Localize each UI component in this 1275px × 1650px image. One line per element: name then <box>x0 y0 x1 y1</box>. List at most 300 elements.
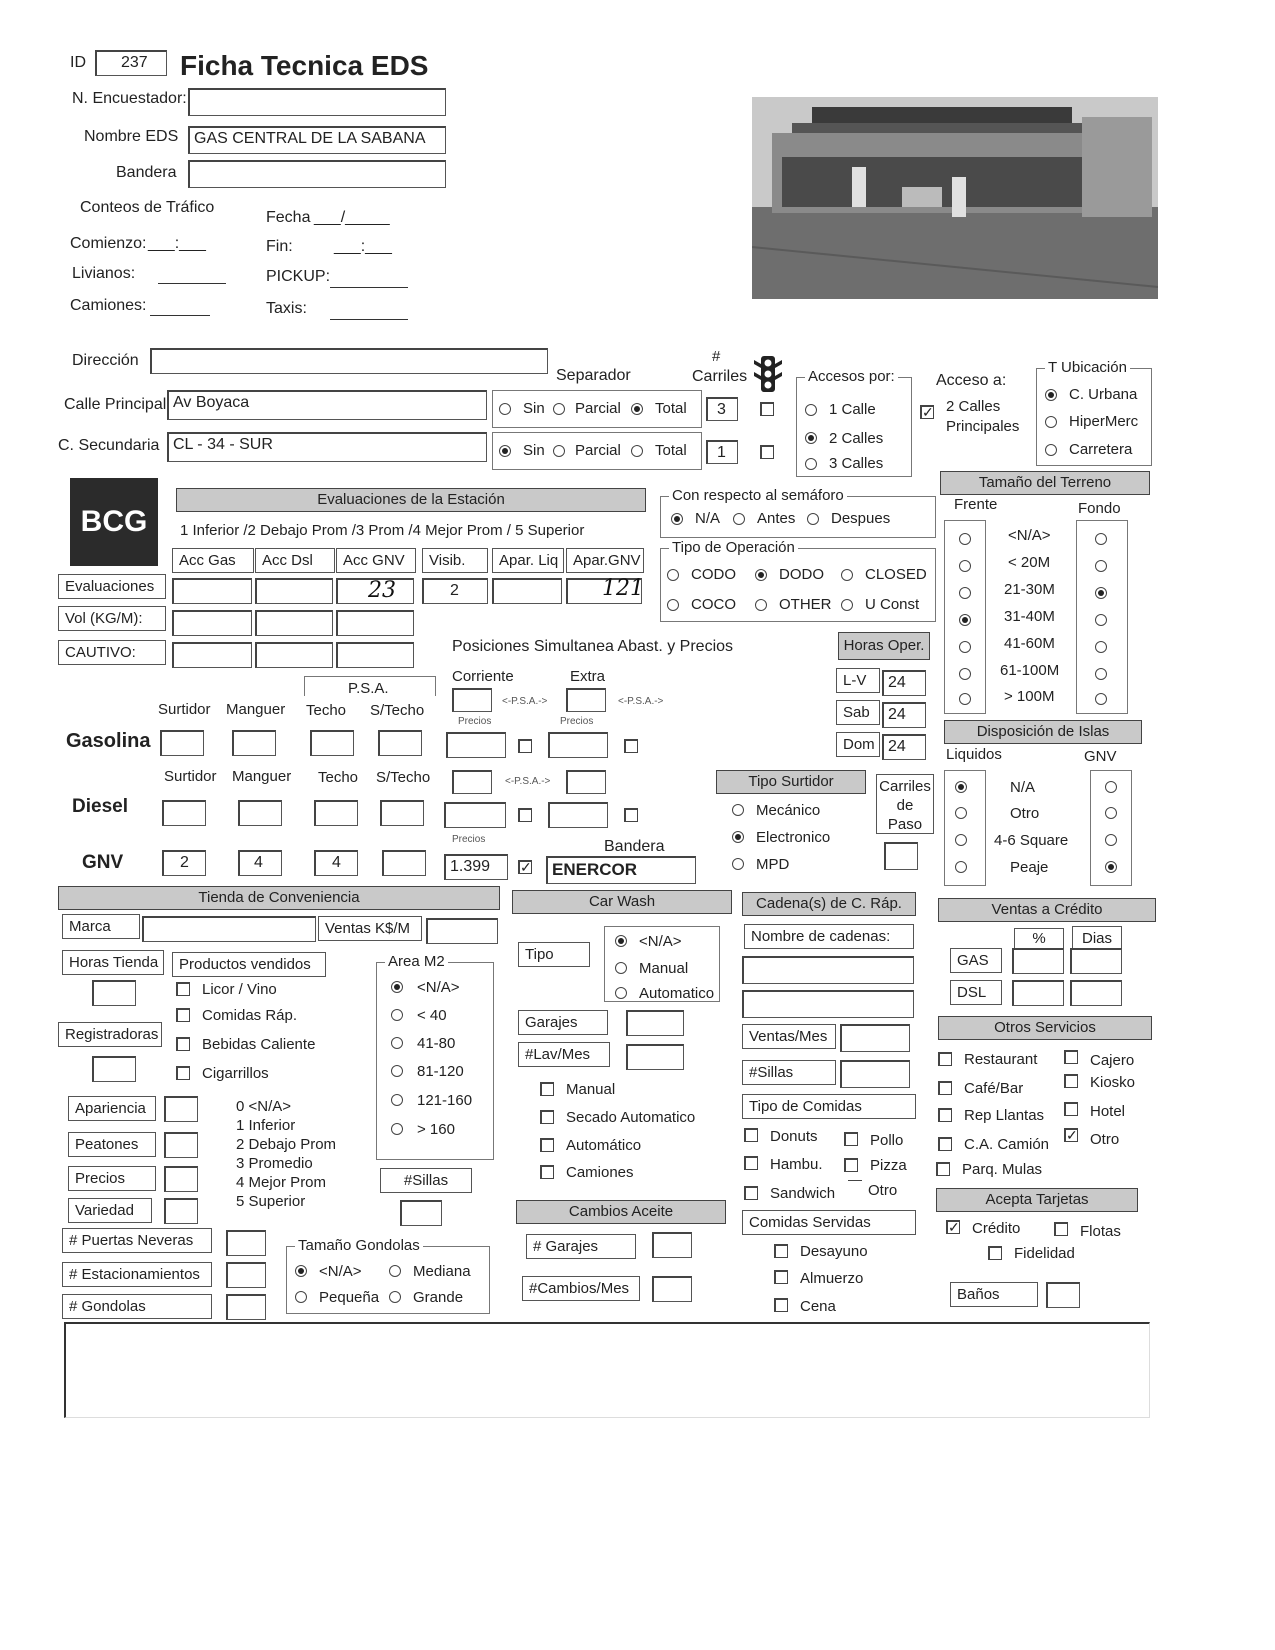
credito-dsl-label: DSL <box>950 980 1002 1005</box>
dsl-extra-precio[interactable] <box>548 802 608 828</box>
ubicacion-hipermerc-label: HiperMerc <box>1069 413 1139 430</box>
rating-peatones-field[interactable] <box>164 1132 198 1158</box>
traffic-title: Conteos de Tráfico <box>80 199 215 216</box>
gondolas-size-title: Tamaño Gondolas <box>295 1237 423 1254</box>
otros-header: Otros Servicios <box>938 1016 1152 1040</box>
gnv-precio-field[interactable]: 1.399 <box>444 854 508 880</box>
carwash-auto-radio[interactable] <box>615 987 627 999</box>
bandera-field[interactable] <box>188 160 446 188</box>
operacion-other-radio[interactable] <box>755 599 767 611</box>
aceite-cambios-field[interactable] <box>652 1276 692 1302</box>
carwash-garajes-field[interactable] <box>626 1010 684 1036</box>
islas-liq-otro-radio[interactable] <box>955 807 967 819</box>
cadena-ventas-field[interactable] <box>840 1024 910 1052</box>
station-photo-image <box>752 97 1158 299</box>
islas-liq-square-radio[interactable] <box>955 834 967 846</box>
fondo-41-60-radio[interactable] <box>1095 641 1107 653</box>
dsl-surtidor-field[interactable] <box>162 800 206 826</box>
carriles-hash: # <box>712 348 721 365</box>
frente-100-radio[interactable] <box>959 693 971 705</box>
frente-31-40-radio[interactable] <box>959 614 971 626</box>
prod-licor-checkbox[interactable] <box>176 982 190 996</box>
gas-extra-precio[interactable] <box>548 732 608 758</box>
semaforo-antes-label: Antes <box>757 510 796 527</box>
gnv-label: GNV <box>82 852 124 873</box>
cadena-servidas-label: Comidas Servidas <box>742 1210 916 1235</box>
id-label: ID <box>70 54 86 71</box>
psa-corriente-field[interactable] <box>452 688 492 712</box>
fondo-21-30-radio[interactable] <box>1095 587 1107 599</box>
operacion-uconst-label: U Const <box>865 596 920 613</box>
horas-sab-label: Sab <box>836 700 880 725</box>
carwash-lav-label: #Lav/Mes <box>518 1042 610 1067</box>
islas-gnv-na-radio[interactable] <box>1105 781 1117 793</box>
gondolas-mediana-radio[interactable] <box>389 1265 401 1277</box>
credito-dsl-dias[interactable] <box>1070 980 1122 1006</box>
eval-acc-dsl[interactable] <box>255 578 333 604</box>
comida-pizza-checkbox[interactable] <box>844 1158 858 1172</box>
operacion-codo-radio[interactable] <box>667 569 679 581</box>
horas-header: Horas Oper. <box>838 632 930 660</box>
carwash-tipo-opt-2: Automatico <box>639 985 715 1002</box>
otros-cajero-checkbox[interactable] <box>1064 1050 1078 1064</box>
pickup-label: PICKUP: <box>266 268 331 285</box>
diesel-label: Diesel <box>72 796 128 817</box>
area-81-120-radio[interactable] <box>391 1065 403 1077</box>
carwash-na-radio[interactable] <box>615 935 627 947</box>
tienda-sillas-field[interactable] <box>400 1200 442 1226</box>
cautivo-acc-gnv[interactable] <box>336 642 414 668</box>
cadena-nombre-field-1[interactable] <box>742 956 914 984</box>
horas-dom-field[interactable]: 24 <box>882 734 926 760</box>
semaforo-na-label: N/A <box>695 510 721 527</box>
comida-donuts-checkbox[interactable] <box>744 1128 758 1142</box>
tarjetas-flotas-label: Flotas <box>1080 1223 1121 1240</box>
sep-main-sin-label: Sin <box>523 400 545 417</box>
rating-precios-field[interactable] <box>164 1166 198 1192</box>
otros-otro-checkbox[interactable]: ✓ <box>1066 1127 1078 1143</box>
gas-stecho-field[interactable] <box>378 730 422 756</box>
aceite-cambios-label: #Cambios/Mes <box>522 1276 640 1301</box>
estacionamientos-field[interactable] <box>226 1262 266 1288</box>
dsl-psa-corriente[interactable] <box>452 770 492 794</box>
col-visib: Visib. <box>422 548 488 573</box>
comida-sandwich-label: Sandwich <box>770 1185 836 1202</box>
servida-desayuno-label: Desayuno <box>800 1243 868 1260</box>
operacion-uconst-radio[interactable] <box>841 599 853 611</box>
prod-comidas-checkbox[interactable] <box>176 1008 190 1022</box>
puertas-neveras-label: # Puertas Neveras <box>62 1228 212 1253</box>
gnv-bandera-label: Bandera <box>604 838 665 855</box>
eval-acc-gas[interactable] <box>172 578 252 604</box>
servida-almuerzo-checkbox[interactable] <box>774 1270 788 1284</box>
islas-gnv-square-radio[interactable] <box>1105 834 1117 846</box>
comida-otro-checkbox[interactable] <box>848 1180 862 1184</box>
tarjetas-credito-checkbox[interactable]: ✓ <box>948 1219 960 1235</box>
prod-bebidas-label: Bebidas Caliente <box>202 1036 316 1053</box>
area-na-radio[interactable] <box>391 981 403 993</box>
gas-corriente-checkbox[interactable] <box>518 739 532 753</box>
gondolas-label: # Gondolas <box>62 1294 212 1319</box>
tarjetas-fidelidad-checkbox[interactable] <box>988 1246 1002 1260</box>
dsl-manguer-label: Manguer <box>232 768 292 785</box>
otros-hotel-checkbox[interactable] <box>1064 1102 1078 1116</box>
terreno-opt-0: <N/A> <box>1008 527 1051 544</box>
operacion-closed-radio[interactable] <box>841 569 853 581</box>
gnv-surtidor-field[interactable]: 2 <box>162 850 206 876</box>
carwash-camiones-checkbox[interactable] <box>540 1165 554 1179</box>
row-evaluaciones: Evaluaciones <box>58 574 166 599</box>
gnv-stecho-field[interactable] <box>382 850 426 876</box>
surtidor-tipo-header: Tipo Surtidor <box>716 770 866 794</box>
banos-field[interactable] <box>1046 1282 1080 1308</box>
dsl-stecho-field[interactable] <box>380 800 424 826</box>
sep-main-parcial-radio[interactable] <box>553 403 565 415</box>
semaforo-title: Con respecto al semáforo <box>669 487 847 504</box>
pickup-line[interactable] <box>330 286 408 288</box>
registradoras-field[interactable] <box>92 1056 136 1082</box>
credito-dsl-pct[interactable] <box>1012 980 1064 1006</box>
gnv-precio-checkbox[interactable]: ✓ <box>520 859 532 875</box>
frente-61-100-radio[interactable] <box>959 668 971 680</box>
otros-left-2: Rep Llantas <box>964 1107 1045 1124</box>
evaluaciones-header: Evaluaciones de la Estación <box>176 488 646 512</box>
nombre-eds-label: Nombre EDS <box>84 128 179 145</box>
ubicacion-carretera-radio[interactable] <box>1045 444 1057 456</box>
ubicacion-urbana-radio[interactable] <box>1045 389 1057 401</box>
dsl-corriente-checkbox[interactable] <box>518 808 532 822</box>
ubicacion-hipermerc-radio[interactable] <box>1045 416 1057 428</box>
otros-left-4: Parq. Mulas <box>962 1161 1043 1178</box>
gnv-techo-field[interactable]: 4 <box>314 850 358 876</box>
fin-value[interactable]: ___:___ <box>334 238 392 255</box>
cautivo-acc-dsl[interactable] <box>255 642 333 668</box>
cadena-sillas-field[interactable] <box>840 1060 910 1088</box>
row-cautivo: CAUTIVO: <box>58 640 166 665</box>
otros-kiosko-checkbox[interactable] <box>1064 1074 1078 1088</box>
otros-cafe-checkbox[interactable] <box>938 1081 952 1095</box>
ubicacion-group <box>1036 359 1152 466</box>
frente-20-radio[interactable] <box>959 560 971 572</box>
id-field[interactable]: 237 <box>95 50 167 76</box>
rating-scale-4: 4 Mejor Prom <box>236 1174 327 1191</box>
psa-label: P.S.A. <box>348 680 389 697</box>
carwash-secado-checkbox[interactable] <box>540 1110 554 1124</box>
area-opt-2: 41-80 <box>417 1035 456 1052</box>
credito-gas-label: GAS <box>950 948 1002 973</box>
direccion-field[interactable] <box>150 348 548 374</box>
semaforo-na-radio[interactable] <box>671 513 683 525</box>
acceso-a-checkbox[interactable]: ✓ <box>922 404 934 420</box>
sep-sec-sin-radio[interactable] <box>499 445 511 457</box>
taxis-label: Taxis: <box>266 300 307 317</box>
eval-apar-gnv[interactable]: 121 <box>566 578 642 604</box>
accesos-3calles-radio[interactable] <box>805 458 817 470</box>
sep-main-sin-radio[interactable] <box>499 403 511 415</box>
area-opt-5: > 160 <box>417 1121 455 1138</box>
semaforo-despues-radio[interactable] <box>807 513 819 525</box>
sep-sec-total-radio[interactable] <box>631 445 643 457</box>
cadena-nombre-field-2[interactable] <box>742 990 914 1018</box>
operacion-codo-label: CODO <box>691 566 736 583</box>
prod-cigarrillos-checkbox[interactable] <box>176 1066 190 1080</box>
operacion-other-label: OTHER <box>779 596 832 613</box>
semaforo-sec-checkbox[interactable] <box>760 445 774 459</box>
separador-title: Separador <box>556 367 631 384</box>
carriles-paso-l2: de <box>896 797 914 814</box>
terreno-opt-6: > 100M <box>1004 688 1055 705</box>
comida-sandwich-checkbox[interactable] <box>744 1186 758 1200</box>
estacionamientos-label: # Estacionamientos <box>62 1262 212 1287</box>
gas-precios-2: Precios <box>560 716 594 727</box>
terreno-opt-3: 31-40M <box>1004 608 1055 625</box>
separador-sec-group <box>492 432 702 470</box>
dsl-techo-label: Techo <box>318 769 359 786</box>
sep-sec-parcial-label: Parcial <box>575 442 621 459</box>
vol-acc-gnv[interactable] <box>336 610 414 636</box>
carriles-main-field[interactable]: 3 <box>706 397 738 421</box>
semaforo-main-checkbox[interactable] <box>760 402 774 416</box>
calle-principal-label: Calle Principal <box>64 396 167 413</box>
area-40-radio[interactable] <box>391 1009 403 1021</box>
sep-sec-parcial-radio[interactable] <box>553 445 565 457</box>
tienda-horas-label: Horas Tienda <box>62 950 164 975</box>
area-121-160-radio[interactable] <box>391 1094 403 1106</box>
eval-apar-liq[interactable] <box>492 578 562 604</box>
tienda-ventas-field[interactable] <box>426 918 498 944</box>
area-41-80-radio[interactable] <box>391 1037 403 1049</box>
gas-corriente-precio[interactable] <box>446 732 506 758</box>
credito-gas-dias[interactable] <box>1070 948 1122 974</box>
otros-restaurant-checkbox[interactable] <box>938 1052 952 1066</box>
fondo-31-40-radio[interactable] <box>1095 614 1107 626</box>
calle-secundaria-label: C. Secundaria <box>58 437 160 454</box>
semaforo-antes-radio[interactable] <box>733 513 745 525</box>
gas-surtidor-label: Surtidor <box>158 701 211 718</box>
carwash-manual-radio[interactable] <box>615 962 627 974</box>
aceite-garajes-field[interactable] <box>652 1232 692 1258</box>
tienda-header: Tienda de Conveniencia <box>58 886 500 910</box>
servida-cena-checkbox[interactable] <box>774 1298 788 1312</box>
semaforo-despues-label: Despues <box>831 510 891 527</box>
otros-left-3: C.A. Camión <box>964 1136 1050 1153</box>
carriles-paso-field[interactable] <box>884 842 918 870</box>
gondolas-opt-3: Grande <box>413 1289 464 1306</box>
frente-41-60-radio[interactable] <box>959 641 971 653</box>
otros-mulas-checkbox[interactable] <box>936 1162 950 1176</box>
tarjetas-header: Acepta Tarjetas <box>936 1188 1138 1212</box>
frente-21-30-radio[interactable] <box>959 587 971 599</box>
nombre-eds-field[interactable]: GAS CENTRAL DE LA SABANA <box>188 126 446 154</box>
gas-manguer-label: Manguer <box>226 701 286 718</box>
rating-scale-3: 3 Promedio <box>236 1155 313 1172</box>
area-160-radio[interactable] <box>391 1123 403 1135</box>
calle-principal-field[interactable]: Av Boyaca <box>167 390 487 420</box>
cadena-sillas-label: #Sillas <box>742 1060 836 1085</box>
servida-desayuno-checkbox[interactable] <box>774 1244 788 1258</box>
puertas-neveras-field[interactable] <box>226 1230 266 1256</box>
fondo-20-radio[interactable] <box>1095 560 1107 572</box>
carriles-title: Carriles <box>692 368 748 385</box>
carwash-automatico-checkbox[interactable] <box>540 1138 554 1152</box>
gondolas-pequena-radio[interactable] <box>295 1291 307 1303</box>
frente-na-radio[interactable] <box>959 533 971 545</box>
livianos-line[interactable] <box>158 282 226 284</box>
islas-header: Disposición de Islas <box>944 720 1142 744</box>
surtidor-electronico-label: Electronico <box>756 829 831 846</box>
accesos-1calle-radio[interactable] <box>805 404 817 416</box>
direccion-label: Dirección <box>72 352 139 369</box>
vol-acc-gas[interactable] <box>172 610 252 636</box>
carriles-sec-field[interactable]: 1 <box>706 440 738 464</box>
dsl-psa-arrow: <-P.S.A.-> <box>505 776 551 787</box>
comienzo-value[interactable]: ___:___ <box>148 235 206 252</box>
credito-gas-pct[interactable] <box>1012 948 1064 974</box>
gondolas-na-radio[interactable] <box>295 1265 307 1277</box>
gas-techo-field[interactable] <box>310 730 354 756</box>
carwash-tipo-opt-1: Manual <box>639 960 689 977</box>
ubicacion-carretera-label: Carretera <box>1069 441 1133 458</box>
tienda-marca-field[interactable] <box>142 916 316 942</box>
bcg-logo: BCG <box>70 478 158 566</box>
carriles-paso-label <box>876 774 934 834</box>
prod-licor-label: Licor / Vino <box>202 981 277 998</box>
dsl-techo-field[interactable] <box>314 800 358 826</box>
fondo-100-radio[interactable] <box>1095 693 1107 705</box>
horas-lv-field[interactable]: 24 <box>882 670 926 696</box>
fondo-61-100-radio[interactable] <box>1095 668 1107 680</box>
ubicacion-title: T Ubicación <box>1045 359 1130 376</box>
cautivo-acc-gas[interactable] <box>172 642 252 668</box>
row-vol: Vol (KG/M): <box>58 606 166 631</box>
gnv-bandera-field[interactable]: ENERCOR <box>546 856 696 884</box>
gas-manguer-field[interactable] <box>232 730 276 756</box>
gondolas-opt-0: <N/A> <box>319 1263 362 1280</box>
col-acc-dsl: Acc Dsl <box>255 548 335 573</box>
islas-gnv-peaje-radio[interactable] <box>1105 861 1117 873</box>
dsl-psa-extra[interactable] <box>566 770 606 794</box>
surtidor-mpd-radio[interactable] <box>732 858 744 870</box>
carwash-garajes-label: Garajes <box>518 1010 608 1035</box>
gnv-manguer-field[interactable]: 4 <box>238 850 282 876</box>
accesos-2calles-radio[interactable] <box>805 432 817 444</box>
comida-hambu-label: Hambu. <box>770 1156 823 1173</box>
camiones-label: Camiones: <box>70 297 147 314</box>
comida-donuts-label: Donuts <box>770 1128 818 1145</box>
carwash-manual-checkbox[interactable] <box>540 1082 554 1096</box>
comida-pollo-checkbox[interactable] <box>844 1132 858 1146</box>
tarjetas-flotas-checkbox[interactable] <box>1054 1222 1068 1236</box>
surtidor-mecanico-label: Mecánico <box>756 802 821 819</box>
encuestador-field[interactable] <box>188 88 446 116</box>
fecha-value[interactable]: ___/_____ <box>314 209 390 226</box>
carwash-opt-0: Manual <box>566 1081 616 1098</box>
comienzo-label: Comienzo: <box>70 235 147 252</box>
dsl-surtidor-label: Surtidor <box>164 768 217 785</box>
tienda-horas-field[interactable] <box>92 980 136 1006</box>
camiones-line[interactable] <box>150 314 210 316</box>
islas-gnv-group <box>1090 770 1132 886</box>
operacion-closed-label: CLOSED <box>865 566 927 583</box>
rating-apariencia-field[interactable] <box>164 1096 198 1122</box>
separador-main-group <box>492 390 702 428</box>
gondolas-field[interactable] <box>226 1294 266 1320</box>
carriles-paso-l3: Paso <box>887 816 923 833</box>
otros-llantas-checkbox[interactable] <box>938 1108 952 1122</box>
surtidor-mpd-label: MPD <box>756 856 790 873</box>
islas-gnv-otro-radio[interactable] <box>1105 807 1117 819</box>
notes-area[interactable] <box>64 1322 1150 1418</box>
gas-extra-checkbox[interactable] <box>624 739 638 753</box>
dsl-corriente-precio[interactable] <box>444 802 506 828</box>
terreno-opt-1: < 20M <box>1008 554 1051 571</box>
prod-comidas-label: Comidas Ráp. <box>202 1007 298 1024</box>
area-opt-1: < 40 <box>417 1007 447 1024</box>
islas-liq-na-radio[interactable] <box>955 781 967 793</box>
prod-bebidas-checkbox[interactable] <box>176 1037 190 1051</box>
calle-secundaria-field[interactable]: CL - 34 - SUR <box>167 432 487 462</box>
islas-liquidos-group <box>944 770 986 886</box>
eval-visib[interactable]: 2 <box>422 578 488 604</box>
eval-acc-gnv[interactable]: 23 <box>336 578 414 604</box>
fondo-na-radio[interactable] <box>1095 533 1107 545</box>
col-acc-gnv: Acc GNV <box>336 548 416 573</box>
rating-variedad-field[interactable] <box>164 1198 198 1224</box>
sep-sec-total-label: Total <box>655 442 687 459</box>
dsl-stecho-label: S/Techo <box>376 769 431 786</box>
gondolas-grande-radio[interactable] <box>389 1291 401 1303</box>
otros-left-0: Restaurant <box>964 1051 1038 1068</box>
operacion-dodo-radio[interactable] <box>755 569 767 581</box>
cadena-header: Cadena(s) de C. Ráp. <box>742 892 916 916</box>
sep-main-total-radio[interactable] <box>631 403 643 415</box>
accesos-1calle-label: 1 Calle <box>829 401 876 418</box>
surtidor-electronico-radio[interactable] <box>732 831 744 843</box>
terreno-frente-group <box>944 520 986 714</box>
dsl-manguer-field[interactable] <box>238 800 282 826</box>
carwash-opt-1: Secado Automatico <box>566 1109 696 1126</box>
dsl-extra-checkbox[interactable] <box>624 808 638 822</box>
islas-opt-1: Otro <box>1010 805 1040 822</box>
horas-sab-field[interactable]: 24 <box>882 702 926 728</box>
servida-almuerzo-label: Almuerzo <box>800 1270 864 1287</box>
operacion-dodo-label: DODO <box>779 566 824 583</box>
tarjetas-fidelidad-label: Fidelidad <box>1014 1245 1075 1262</box>
otros-right-1: Kiosko <box>1090 1074 1136 1091</box>
operacion-coco-radio[interactable] <box>667 599 679 611</box>
posiciones-title: Posiciones Simultanea Abast. y Precios <box>452 638 734 655</box>
banos-label: Baños <box>950 1282 1038 1307</box>
otros-camion-checkbox[interactable] <box>938 1137 952 1151</box>
semaforo-group <box>660 487 936 538</box>
islas-liq-peaje-radio[interactable] <box>955 861 967 873</box>
comida-hambu-checkbox[interactable] <box>744 1156 758 1170</box>
livianos-label: Livianos: <box>72 265 136 282</box>
carwash-lav-field[interactable] <box>626 1044 684 1070</box>
accesos-title: Accesos por: <box>805 368 898 385</box>
taxis-line[interactable] <box>330 318 408 320</box>
surtidor-mecanico-radio[interactable] <box>732 804 744 816</box>
aceite-header: Cambios Aceite <box>516 1200 726 1224</box>
rating-precios-label: Precios <box>68 1166 156 1191</box>
psa-extra-field[interactable] <box>566 688 606 712</box>
area-opt-4: 121-160 <box>417 1092 473 1109</box>
rating-scale-1: 1 Inferior <box>236 1117 296 1134</box>
vol-acc-dsl[interactable] <box>255 610 333 636</box>
terreno-fondo-group <box>1076 520 1128 714</box>
otros-left-1: Café/Bar <box>964 1080 1024 1097</box>
gas-surtidor-field[interactable] <box>160 730 204 756</box>
